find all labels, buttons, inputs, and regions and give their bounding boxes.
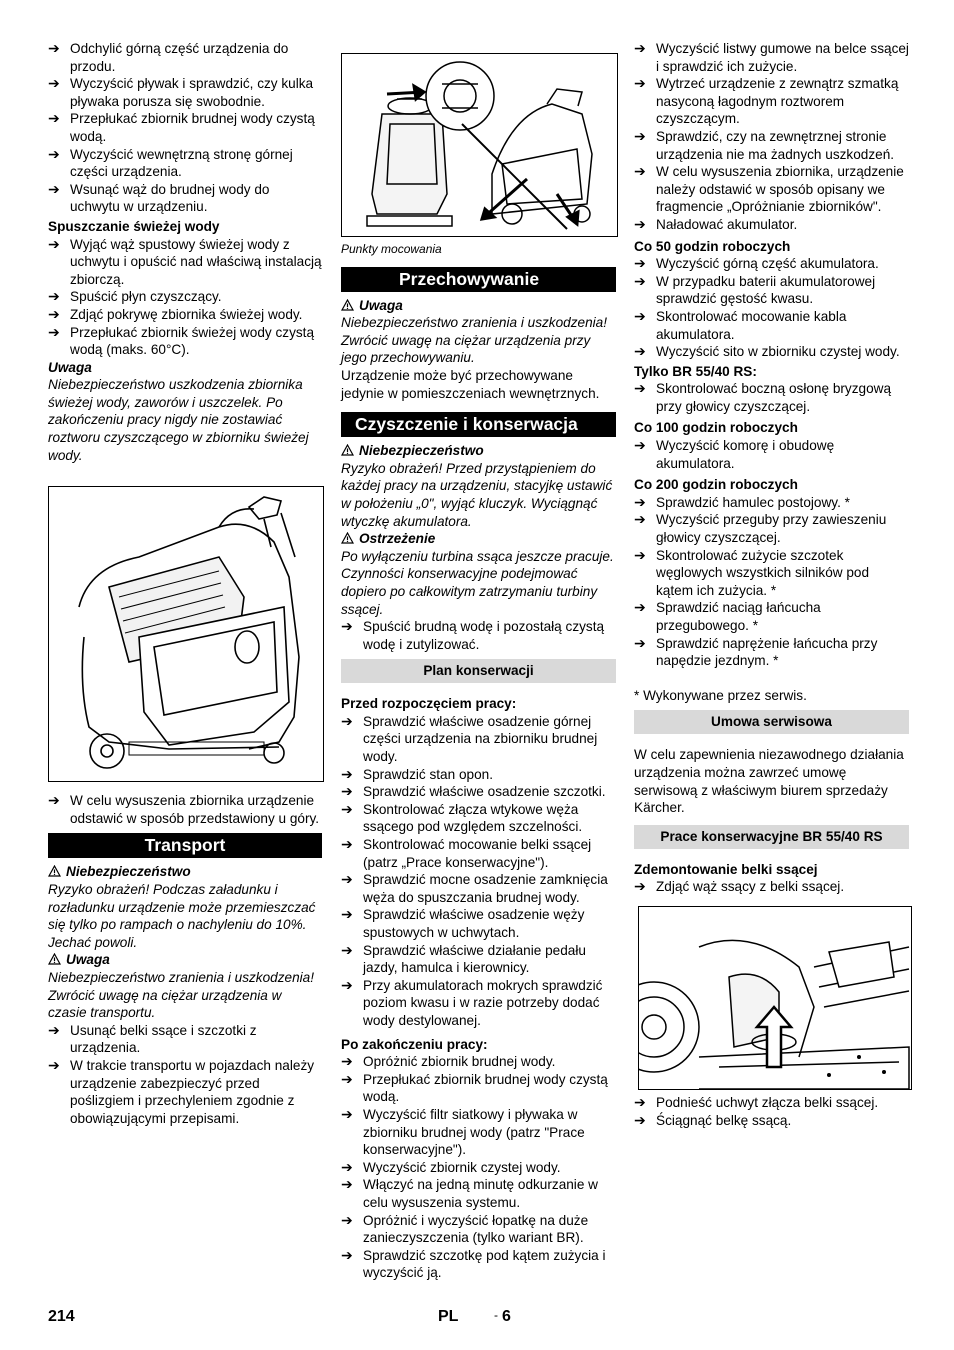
list-item: ➔ Skontrolować mocowanie belki ssącej (patrz „Prace konserwacyjne"). — [341, 836, 592, 870]
page-number: 214 — [48, 1308, 75, 1325]
arrow-right-icon: ➔ — [48, 40, 60, 56]
arrow-right-icon: ➔ — [48, 1021, 60, 1038]
list-item: ➔ Sprawdzić naprężenie łańcucha przy napędzie jezdnym. * — [634, 634, 878, 669]
list-item: ➔ Zdjąć wąż ssący z belki ssącej. — [634, 878, 845, 895]
drain-step-list — [48, 236, 322, 359]
danger-text: Ryzyko obrażeń! Przed przystąpieniem do każdej pracy na urządzeniu, stacyjkę ustawić w położeniu „0", wyjąć kluczyk. Wyciągnąć wtyczkę akumulatora. — [341, 460, 613, 529]
top-step-list — [48, 40, 322, 216]
section-heading-drain: Spuszczanie świeżej wody — [48, 218, 220, 234]
storage-text: Urządzenie może być przechowywane jedynie w pomieszczeniach wewnętrznych. — [341, 367, 600, 401]
arrow-right-icon: ➔ — [341, 836, 353, 853]
arrow-right-icon: ➔ — [341, 1246, 353, 1263]
step-list-200h — [634, 494, 909, 670]
arrow-right-icon: ➔ — [634, 437, 646, 454]
step-list-50h — [634, 255, 909, 361]
arrow-right-icon: ➔ — [634, 343, 646, 360]
list-item: ➔ Sprawdzić stan opon. — [341, 765, 493, 782]
list-item: ➔ Sprawdzić naciąg łańcucha przegubowego. * — [634, 599, 821, 633]
arrow-right-icon: ➔ — [634, 1111, 646, 1128]
list-item: ➔ Wyczyścić górną część akumulatora. — [634, 255, 879, 272]
arrow-right-icon: ➔ — [341, 712, 353, 729]
arrow-right-icon: ➔ — [634, 40, 646, 56]
device-tilted-illustration — [49, 487, 323, 781]
arrow-right-icon: ➔ — [341, 1211, 353, 1228]
arrow-right-icon: ➔ — [341, 871, 353, 888]
list-item: ➔ Włączyć na jedną minutę odkurzanie w celu wysuszenia systemu. — [341, 1176, 598, 1210]
list-item: ➔ Sprawdzić mocne osadzenie zamknięcia węża do spuszczania brudnej wody. — [341, 871, 608, 905]
list-item: ➔ Zdjąć pokrywę zbiornika świeżej wody. — [48, 305, 303, 322]
warning-text: Po wyłączeniu turbina ssąca jeszcze pracuje. Czynności konserwacyjne podejmować dopiero po całkowitym zatrzymaniu turbiny ssącej. — [341, 548, 614, 617]
figure-tilted-device — [48, 486, 324, 782]
arrow-right-icon: ➔ — [341, 1105, 353, 1122]
danger-label: Niebezpieczeństwo — [48, 863, 322, 881]
column-right — [634, 40, 909, 1129]
arrow-right-icon: ➔ — [48, 1056, 60, 1073]
arrow-right-icon: ➔ — [634, 1093, 646, 1110]
list-item: ➔ Wyczyścić wewnętrzną stronę górnej części urządzenia. — [48, 145, 293, 180]
warning-triangle-icon — [341, 444, 354, 456]
list-item: ➔ Wyczyścić sito w zbiorniku czystej wody. — [634, 343, 900, 360]
list-item: ➔ W celu wysuszenia zbiornika urządzenie odstawić w sposób przedstawiony u góry. — [48, 792, 320, 826]
sub-page-number: - 6 — [494, 1308, 511, 1325]
section-heading-50h: Co 50 godzin roboczych — [634, 238, 791, 254]
section-title-maintenance-br: Prace konserwacyjne BR 55/40 RS — [634, 825, 909, 849]
arrow-right-icon: ➔ — [341, 941, 353, 958]
list-item: ➔ Ściągnąć belkę ssącą. — [634, 1111, 792, 1128]
list-item: ➔ Podnieść uchwyt złącza belki ssącej. — [634, 1093, 879, 1110]
language-code: PL — [438, 1308, 459, 1325]
list-item: ➔ Wyjąć wąż spustowy świeżej wody z uchwytu i opuścić nad właściwą instalacją zbiorczą. — [48, 235, 322, 287]
list-item: ➔ W przypadku baterii akumulatorowej sprawdzić gęstość kwasu. — [634, 272, 876, 307]
section-heading-200h: Co 200 godzin roboczych — [634, 477, 798, 493]
arrow-right-icon: ➔ — [48, 75, 60, 92]
arrow-right-icon: ➔ — [634, 511, 646, 528]
figure-squeegee-coupling — [638, 906, 912, 1090]
arrow-right-icon: ➔ — [634, 493, 646, 510]
arrow-right-icon: ➔ — [341, 765, 353, 782]
arrow-right-icon: ➔ — [634, 127, 646, 144]
note-label: Uwaga — [48, 359, 92, 375]
list-item: ➔ W trakcie transportu w pojazdach należy urządzenie zabezpieczyć przed poślizgiem i przechyleniem zgodnie z obowiązującymi przepisami. — [48, 1056, 315, 1126]
list-item: ➔ W celu wysuszenia zbiornika, urządzenie należy odstawić w sposób opisany we fragmencie „Opróżnianie zbiorników". — [634, 163, 904, 215]
arrow-right-icon: ➔ — [341, 1070, 353, 1087]
note-label: Uwaga — [48, 951, 322, 969]
list-item: ➔ Sprawdzić właściwe osadzenie węży spustowych w uchwytach. — [341, 906, 585, 940]
column-left — [48, 40, 322, 1127]
column-middle — [341, 40, 616, 1282]
arrow-right-icon: ➔ — [341, 1053, 353, 1070]
list-item: ➔ Sprawdzić właściwe osadzenie górnej części urządzenia na zbiorniku brudnej wody. — [341, 712, 598, 765]
arrow-right-icon: ➔ — [634, 272, 646, 289]
arrow-right-icon: ➔ — [48, 145, 60, 162]
note-text: Niebezpieczeństwo uszkodzenia zbiornika świeżej wody, zaworów i uszczelek. Po zakończeniu pracy nigdy nie zostawiać roztworu czyszczącego w zbiorniku świeżej wody. — [48, 377, 309, 463]
section-heading-after: Po zakończeniu pracy: — [341, 1036, 488, 1052]
list-item: ➔ Wytrzeć urządzenie z zewnątrz szmatką nasyconą łagodnym roztworem czyszczącym. — [634, 75, 899, 127]
section-title-service-contract: Umowa serwisowa — [634, 710, 909, 734]
list-item: ➔ Usunąć belki ssące i szczotki z urządzenia. — [48, 1021, 257, 1056]
list-item: ➔ Skontrolować mocowanie kabla akumulatora. — [634, 307, 847, 342]
arrow-right-icon: ➔ — [48, 235, 60, 252]
warning-triangle-icon — [48, 953, 61, 965]
arrow-right-icon: ➔ — [634, 215, 646, 232]
list-item: ➔ Przy akumulatorach mokrych sprawdzić poziom kwasu i w razie potrzeby dodać wody destylowanej. — [341, 976, 603, 1028]
footnote: * Wykonywane przez serwis. — [634, 687, 807, 703]
arrow-right-icon: ➔ — [341, 800, 353, 817]
section-heading-dismount: Zdemontowanie belki ssącej — [634, 861, 818, 877]
arrow-right-icon: ➔ — [341, 618, 353, 635]
danger-text: Ryzyko obrażeń! Podczas załadunku i rozładunku urządzenie może przemieszczać się tylko po rampach o nachyleniu do 10%. Jechać powoli. — [48, 882, 316, 950]
section-heading-br-only: Tylko BR 55/40 RS: — [634, 363, 757, 379]
arrow-right-icon: ➔ — [48, 288, 60, 305]
arrow-right-icon: ➔ — [48, 323, 60, 340]
figure-caption: Punkty mocowania — [341, 242, 442, 256]
arrow-right-icon: ➔ — [634, 163, 646, 180]
list-item: ➔ Sprawdzić właściwe działanie pedału jazdy, hamulca i kierownicy. — [341, 941, 586, 976]
section-title-storage: Przechowywanie — [341, 267, 616, 292]
section-title-transport: Transport — [48, 833, 322, 858]
list-item: ➔ Opróżnić i wyczyścić łopatkę na duże zanieczyszczenia (tylko wariant BR). — [341, 1211, 589, 1246]
list-item: ➔ Sprawdzić, czy na zewnętrznej stronie urządzenia nie ma żadnych uszkodzeń. — [634, 127, 895, 162]
arrow-right-icon: ➔ — [634, 878, 646, 895]
arrow-right-icon: ➔ — [341, 976, 353, 993]
list-item: ➔ Wyczyścić zbiornik czystej wody. — [341, 1158, 561, 1175]
arrow-right-icon: ➔ — [48, 792, 60, 809]
list-item: ➔ Wyczyścić przeguby przy zawieszeniu głowicy czyszczącej. — [634, 511, 887, 546]
list-item: ➔ Przepłukać zbiornik świeżej wody czystą wodą (maks. 60°C). — [48, 323, 315, 358]
arrow-right-icon: ➔ — [634, 546, 646, 563]
service-contract-text: W celu zapewnienia niezawodnego działania urządzenia można zawrzeć umowę serwisową z właściwym biurem sprzedaży Kärcher. — [634, 747, 904, 816]
arrow-right-icon: ➔ — [634, 599, 646, 616]
arrow-right-icon: ➔ — [634, 307, 646, 324]
list-item: ➔ Skontrolować złącza wtykowe węża ssącego pod względem szczelności. — [341, 800, 583, 835]
figure-mounting-points — [341, 53, 618, 237]
arrow-right-icon: ➔ — [634, 634, 646, 651]
list-item: ➔ Odchylić górną część urządzenia do przodu. — [48, 40, 289, 74]
section-heading-100h: Co 100 godzin roboczych — [634, 420, 798, 436]
list-item: ➔ Sprawdzić hamulec postojowy. * — [634, 493, 850, 510]
arrow-right-icon: ➔ — [341, 1176, 353, 1193]
arrow-right-icon: ➔ — [634, 380, 646, 397]
list-item: ➔ Skontrolować zużycie szczotek węglowych wszystkich silników pod kątem ich zużycia. * — [634, 546, 870, 598]
warning-triangle-icon — [341, 299, 354, 311]
list-item: ➔ Przepłukać zbiornik brudnej wody czystą wodą. — [48, 110, 315, 144]
warning-triangle-icon — [341, 532, 354, 544]
list-item: ➔ Spuścić płyn czyszczący. — [48, 288, 222, 305]
arrow-right-icon: ➔ — [634, 255, 646, 272]
list-item: ➔ Sprawdzić szczotkę pod kątem zużycia i wyczyścić ją. — [341, 1246, 606, 1281]
section-title-cleaning: Czyszczenie i konserwacja — [341, 412, 616, 437]
list-item: ➔ Sprawdzić właściwe osadzenie szczotki. — [341, 783, 606, 800]
section-title-plan: Plan konserwacji — [341, 659, 616, 683]
note-text: Niebezpieczeństwo zranienia i uszkodzenia! Zwrócić uwagę na ciężar urządzenia w czasie transportu. — [48, 970, 314, 1021]
before-step-list — [341, 713, 616, 1030]
final-step-list — [634, 1094, 909, 1129]
top-step-list — [634, 40, 909, 234]
warning-label: Ostrzeżenie — [341, 530, 616, 548]
arrow-right-icon: ➔ — [634, 75, 646, 92]
note-text: Niebezpieczeństwo zranienia i uszkodzenia! Zwrócić uwagę na ciężar urządzenia przy jego przechowywaniu. — [341, 315, 607, 366]
list-item: ➔ Wyczyścić filtr siatkowy i pływaka w zbiorniku brudnej wody (patrz "Prace konserwacyjne"). — [341, 1105, 585, 1158]
arrow-right-icon: ➔ — [341, 906, 353, 923]
list-item: ➔ Naładować akumulator. — [634, 215, 798, 232]
warning-triangle-icon — [48, 865, 61, 877]
arrow-right-icon: ➔ — [48, 110, 60, 127]
arrow-right-icon: ➔ — [341, 1158, 353, 1175]
arrow-right-icon: ➔ — [48, 305, 60, 322]
squeegee-coupling-illustration — [639, 907, 911, 1089]
list-item: ➔ Przepłukać zbiornik brudnej wody czystą wodą. — [341, 1070, 608, 1105]
arrow-right-icon: ➔ — [48, 180, 60, 197]
note-label: Uwaga — [341, 297, 616, 315]
transport-step-list — [48, 1022, 322, 1128]
arrow-right-icon: ➔ — [341, 783, 353, 800]
list-item: ➔ Opróżnić zbiornik brudnej wody. — [341, 1053, 556, 1070]
list-item: ➔ Wyczyścić komorę i obudowę akumulatora. — [634, 437, 835, 471]
mounting-points-illustration — [342, 54, 617, 236]
after-step-list — [341, 1053, 616, 1282]
danger-label: Niebezpieczeństwo — [341, 442, 616, 460]
list-item: ➔ Wsunąć wąż do brudnej wody do uchwytu w urządzeniu. — [48, 180, 270, 215]
list-item: ➔ Skontrolować boczną osłonę bryzgową przy głowicy czyszczącej. — [634, 380, 892, 414]
section-heading-before: Przed rozpoczęciem pracy: — [341, 696, 517, 712]
list-item: ➔ Wyczyścić pływak i sprawdzić, czy kulka pływaka porusza się swobodnie. — [48, 75, 314, 109]
list-item: ➔ Wyczyścić listwy gumowe na belce ssącej i sprawdzić ich zużycie. — [634, 40, 909, 74]
list-item: ➔ Spuścić brudną wodę i pozostałą czystą wodę i zutylizować. — [341, 618, 605, 652]
